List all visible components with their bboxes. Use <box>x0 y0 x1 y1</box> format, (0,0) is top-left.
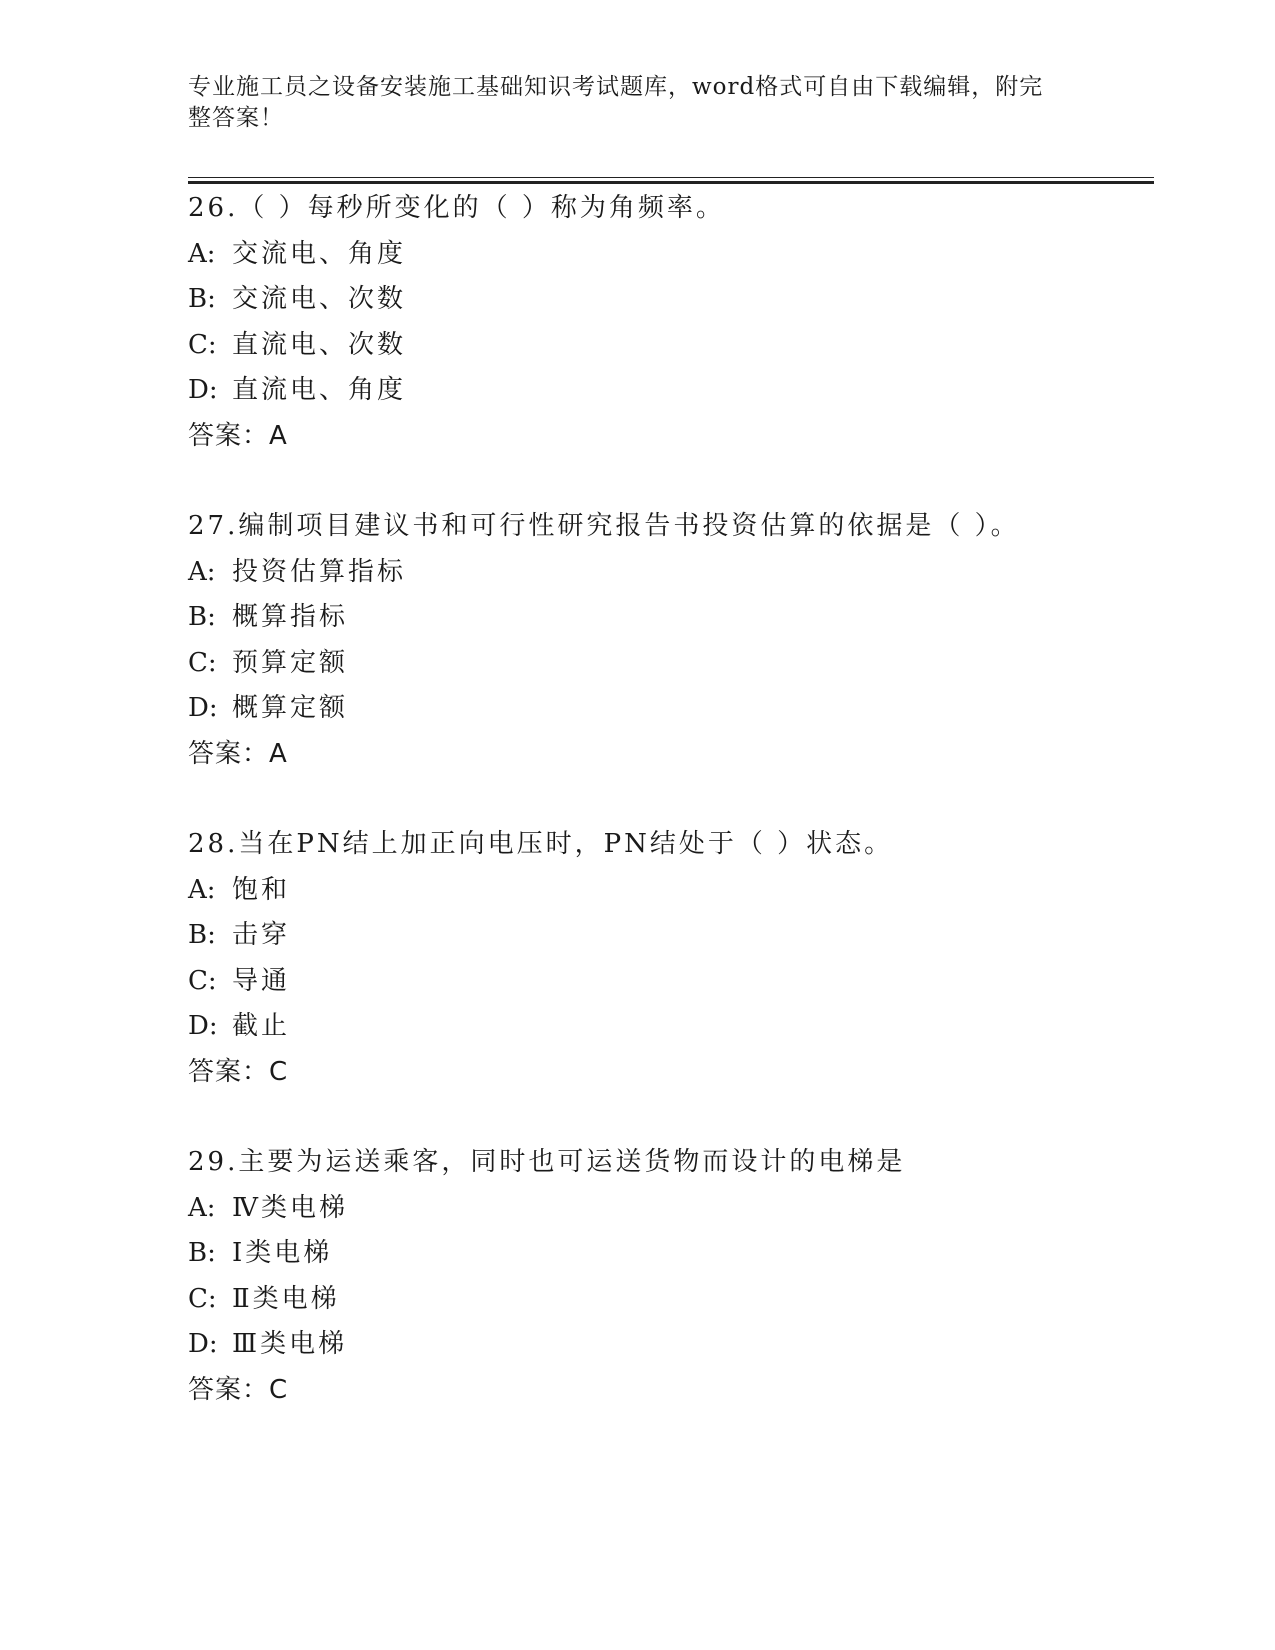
option-text: 投资估算指标 <box>232 556 407 587</box>
option-letter: C: <box>188 1283 217 1314</box>
option-c <box>188 959 1188 1005</box>
option-letter: D: <box>188 693 218 723</box>
option-letter: D: <box>188 375 218 405</box>
option-text: 交流电、角度 <box>232 238 407 269</box>
answer-line: 答案：A <box>188 420 288 451</box>
question-stem: 26.（ ）每秒所变化的（ ）称为角频率。 <box>188 193 725 223</box>
option-b <box>188 913 1188 959</box>
option-text: 直流电、次数 <box>232 329 407 360</box>
option-text: Ⅳ类电梯 <box>232 1192 348 1223</box>
option-c <box>188 641 1188 687</box>
header-line-1: 专业施工员之设备安装施工基础知识考试题库，word格式可自由下载编辑，附完 <box>188 74 1044 100</box>
question-stem: 28.当在PN结上加正向电压时，PN结处于（ ）状态。 <box>188 829 894 859</box>
option-text: 概算指标 <box>232 602 349 632</box>
option-a <box>188 232 1188 278</box>
header-line-2: 整答案！ <box>188 105 284 131</box>
option-letter: B: <box>188 920 216 950</box>
question-stem: 29.主要为运送乘客，同时也可运送货物而设计的电梯是 <box>188 1147 906 1177</box>
header-divider-thick <box>188 181 1154 184</box>
option-letter: C: <box>188 965 217 996</box>
question-28 <box>188 822 1188 1095</box>
option-letter: B: <box>188 284 216 314</box>
question-29 <box>188 1140 1188 1413</box>
option-text: 导通 <box>232 965 291 996</box>
answer-line: 答案：A <box>188 738 288 769</box>
option-letter: D: <box>188 1011 218 1041</box>
option-text: Ⅱ类电梯 <box>232 1283 340 1314</box>
option-letter: D: <box>188 1329 218 1359</box>
question-26 <box>188 186 1188 459</box>
option-a <box>188 550 1188 596</box>
option-a <box>188 868 1188 914</box>
option-text: Ⅲ类电梯 <box>232 1329 348 1359</box>
option-letter: A: <box>188 1192 216 1223</box>
question-stem: 27.编制项目建议书和可行性研究报告书投资估算的依据是（ ）。 <box>188 511 1020 541</box>
option-d <box>188 368 1188 414</box>
option-b <box>188 277 1188 323</box>
option-letter: B: <box>188 1238 216 1268</box>
question-27 <box>188 504 1188 777</box>
option-letter: C: <box>188 647 217 678</box>
option-text: 预算定额 <box>232 647 349 678</box>
document-header <box>188 72 1068 134</box>
option-letter: A: <box>188 556 216 587</box>
answer-line: 答案：C <box>188 1374 289 1405</box>
option-c <box>188 323 1188 369</box>
header-divider-thin <box>188 177 1154 178</box>
option-d <box>188 1004 1188 1050</box>
option-text: 概算定额 <box>232 693 349 723</box>
option-c <box>188 1277 1188 1323</box>
option-text: 交流电、次数 <box>232 284 407 314</box>
option-text: 直流电、角度 <box>232 375 407 405</box>
option-b <box>188 595 1188 641</box>
option-d <box>188 1322 1188 1368</box>
option-text: Ⅰ类电梯 <box>232 1238 333 1268</box>
option-b <box>188 1231 1188 1277</box>
option-letter: C: <box>188 329 217 360</box>
option-letter: A: <box>188 238 216 269</box>
option-letter: A: <box>188 874 216 905</box>
option-text: 击穿 <box>232 920 291 950</box>
option-a <box>188 1186 1188 1232</box>
option-text: 饱和 <box>232 874 291 905</box>
option-text: 截止 <box>232 1011 291 1041</box>
answer-line: 答案：C <box>188 1056 289 1087</box>
option-letter: B: <box>188 602 216 632</box>
option-d <box>188 686 1188 732</box>
